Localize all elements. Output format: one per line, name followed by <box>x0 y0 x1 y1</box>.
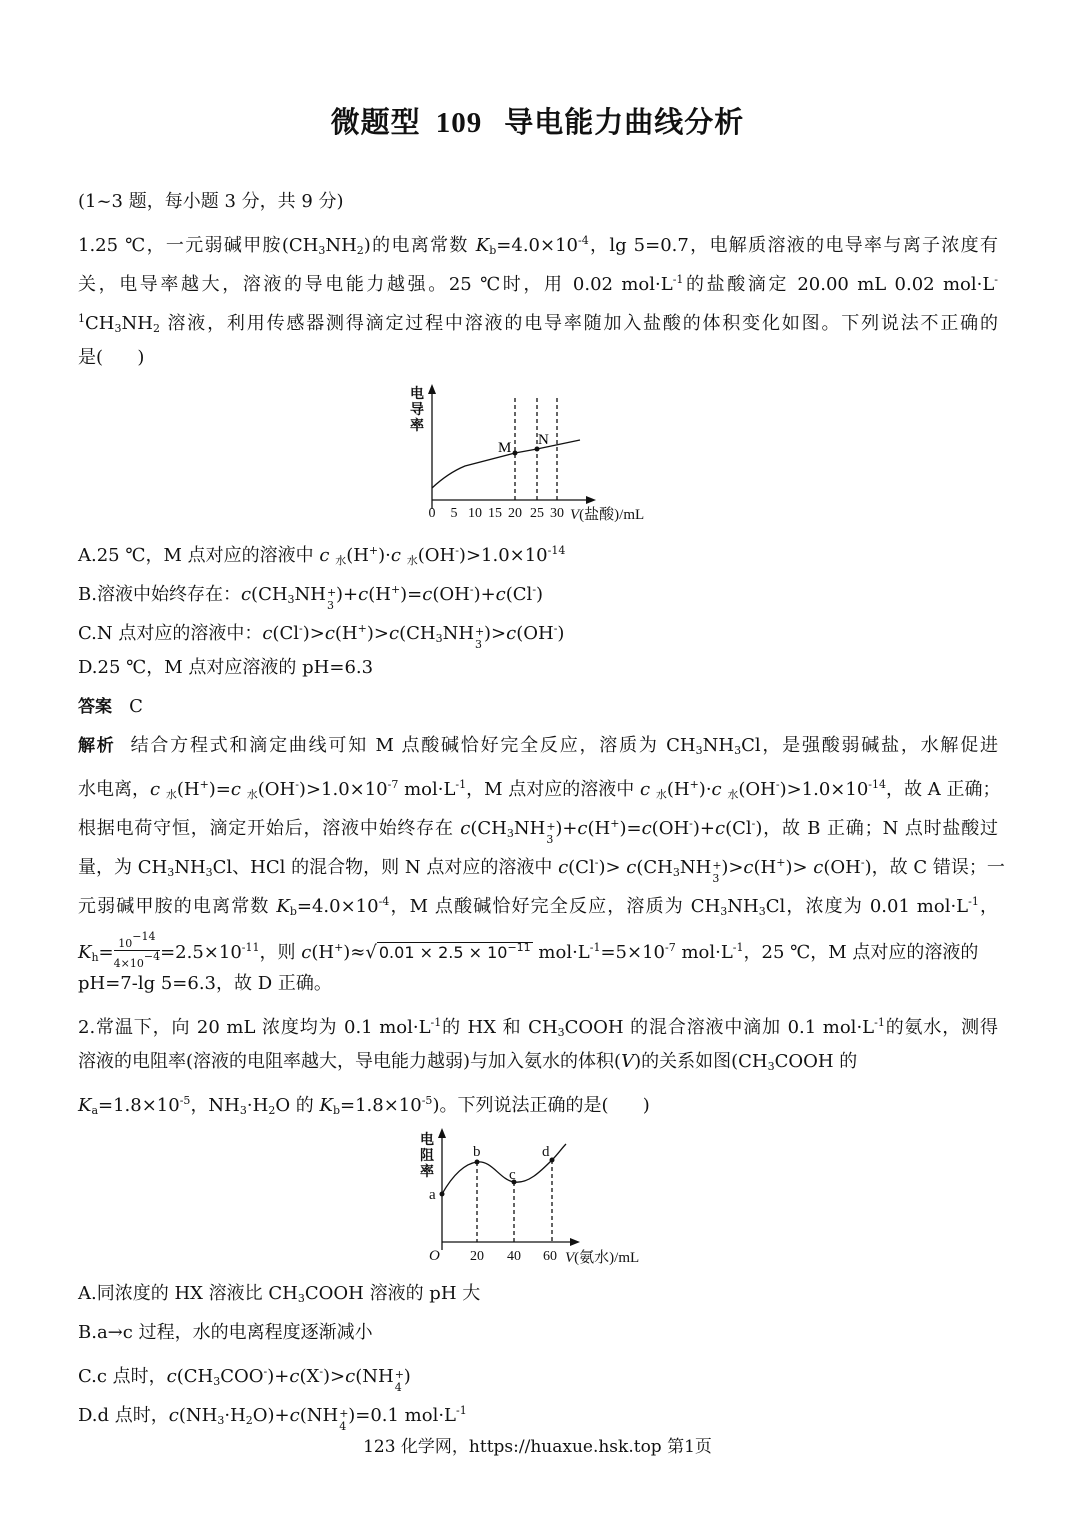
q1-analysis-1: 解析 结合方程式和滴定曲线可知 M 点酸碱恰好完全反应，溶质为 $CH_3NH_3Cl$，是强酸弱碱盐，水解促进 <box>78 735 998 757</box>
y-axis-arrow <box>438 1128 446 1138</box>
tick-10: 10 <box>468 506 482 521</box>
y-label-c2: 阻 <box>420 1148 434 1164</box>
origin-label: O <box>429 1248 440 1264</box>
q2-line1: 2.常温下，向 20 mL 浓度均为 0.1 $mol\cdot L^{-1}$的 HX 和 $CH_3COOH$ 的混合溶液中滴加 0.1 $mol\cdot L^{-1}$的氨水，测得 <box>78 1016 998 1039</box>
point-a <box>440 1192 445 1197</box>
tick-20: 20 <box>470 1249 484 1264</box>
y-label-c1: 电 <box>420 1132 434 1148</box>
q2-option-c: C.c 点时，$c(CH_3COO^-)+c(X^-)>c(NH$ + 4 ) <box>78 1365 411 1394</box>
tick-5: 5 <box>450 506 458 521</box>
point-b <box>475 1160 480 1165</box>
tick-0: 0 <box>428 506 436 521</box>
tick-40: 40 <box>507 1249 521 1264</box>
q1-analysis-7: pH=7-lg 5=6.3，故 D 正确。 <box>78 973 332 994</box>
label-M: M <box>498 440 512 456</box>
q2-option-b: B.a→c 过程，水的电离程度逐渐减小 <box>78 1322 373 1343</box>
q1-option-c: C.N 点对应的溶液中：$c(Cl^-)>c(H^+)>c(CH_3NH$ + 3 )>c(OH-) <box>78 622 565 651</box>
tick-15: 15 <box>488 506 502 521</box>
q2-option-d: D.d 点时，$c(NH_3\cdot H_2O)+c(NH$ + 4 )=0.1 $mol\cdot L^{-1}$ <box>78 1404 467 1433</box>
x-axis-arrow <box>570 1238 580 1246</box>
q1-analysis-3: 根据电荷守恒，滴定开始后，溶液中始终存在 $c(CH_3NH$ + 3 )+c(H+)=c(OH-)+c(Cl-)，故 B 正确；N 点时盐酸过 <box>78 817 998 846</box>
q1-line4: 是( ) <box>78 347 145 368</box>
q1-analysis-2: 水电离，c $_水$(H+)=c $_水(OH^-)>1.0\times 10^{-7}$ $mol\cdot L^{-1}$，M 点对应的溶液中 c $_水$(H+)·c $_水(OH^-)>1.0\times 10^{-14}$，故 A 正确； <box>78 778 1001 801</box>
point-M <box>513 451 518 456</box>
x-axis-label: V(氨水)/mL <box>565 1250 640 1266</box>
label-a: a <box>429 1187 436 1203</box>
label-N: N <box>538 432 549 448</box>
q1-analysis-6: $K_h=$ $\frac{10^{-14}}{4\times 10^{-4}}=2.5\times 10^{-11}$，则 c(H+)≈√ $0.01 \times 2.5 \times 10^{-11}$ $mol\cdot L^{-1}=5\times 10^{-7}$ $mol\cdot L^{-1}$，25 ℃，M 点对应的溶液的 <box>78 930 979 970</box>
q1-analysis-4: 量，为 $CH_3NH_3Cl$、HCl 的混合物，则 N 点对应的溶液中 $c(Cl^-)> c(CH_3NH$ + 3 )>c(H+)> c(OH-)，故 C 错误；一 <box>78 856 1005 885</box>
q1-option-a: A.25 ℃，M 点对应的溶液中 c $_水$(H+)·c $_水(OH^-)>1.0\times 10^{-14}$ <box>78 544 566 567</box>
q1-line1: 1.25 ℃，一元弱碱甲胺$(CH_3NH_2)$的电离常数 $K_b=4.0\times 10^{-4}$，lg 5=0.7，电解质溶液的电导率与离子浓度有 <box>78 234 998 257</box>
x-axis-arrow <box>586 496 596 504</box>
y-label-c3: 率 <box>410 418 424 434</box>
point-d <box>550 1158 555 1163</box>
tick-25: 25 <box>530 506 544 521</box>
q1-analysis-5: 元弱碱甲胺的电离常数 $K_b=4.0\times 10^{-4}$，M 点酸碱恰好完全反应，溶质为 $CH_3NH_3Cl$，浓度为 0.01 $mol\cdot L^{-1}$， <box>78 895 999 918</box>
y-label-c3: 率 <box>420 1164 434 1180</box>
q1-answer: 答案 C <box>78 696 143 717</box>
q2-option-a: A.同浓度的 HX 溶液比 $CH_3COOH$ 溶液的 pH 大 <box>78 1283 481 1305</box>
page-title: 微题型 109 导电能力曲线分析 <box>330 105 745 139</box>
q1-option-d: D.25 ℃，M 点对应溶液的 pH=6.3 <box>78 657 374 678</box>
x-axis-label: V(盐酸)/mL <box>570 507 645 523</box>
q1-option-b: B.溶液中始终存在：$c(CH_3NH$ + 3 )+c(H+)=c(OH-)+c(Cl-) <box>78 583 544 612</box>
resistivity-chart <box>410 1120 670 1270</box>
q1-line3: $^1CH_3NH_2$ 溶液，利用传感器测得滴定过程中溶液的电导率随加入盐酸的体积变化如图。下列说法不正确的 <box>78 312 998 335</box>
intro-line: (1~3 题，每小题 3 分，共 9 分) <box>78 191 344 212</box>
conductivity-chart <box>400 378 680 528</box>
q2-line2: 溶液的电阻率(溶液的电阻率越大，导电能力越弱)与加入氨水的体积(V)的关系如图($CH_3COOH$ 的 <box>78 1051 858 1073</box>
tick-20: 20 <box>508 506 522 521</box>
page-footer: 123 化学网，https://huaxue.hsk.top 第1页 <box>363 1437 712 1457</box>
q1-line2: 关，电导率越大，溶液的导电能力越强。25 ℃时，用 0.02 $mol\cdot L^{-1}$的盐酸滴定 20.00 mL 0.02 mol·L- <box>78 273 999 295</box>
label-d: d <box>542 1144 550 1160</box>
label-b: b <box>473 1144 481 1160</box>
tick-30: 30 <box>550 506 564 521</box>
tick-60: 60 <box>543 1249 557 1264</box>
y-axis-arrow <box>428 384 436 394</box>
label-c: c <box>509 1167 516 1183</box>
q2-line3: $K_a=1.8\times 10^{-5}$，$NH_3\cdot H_2O$ 的 $K_b=1.8\times 10^{-5}$)。下列说法正确的是( ) <box>78 1094 650 1117</box>
y-label-c2: 导 <box>410 402 424 418</box>
y-label-c1: 电 <box>410 386 424 402</box>
